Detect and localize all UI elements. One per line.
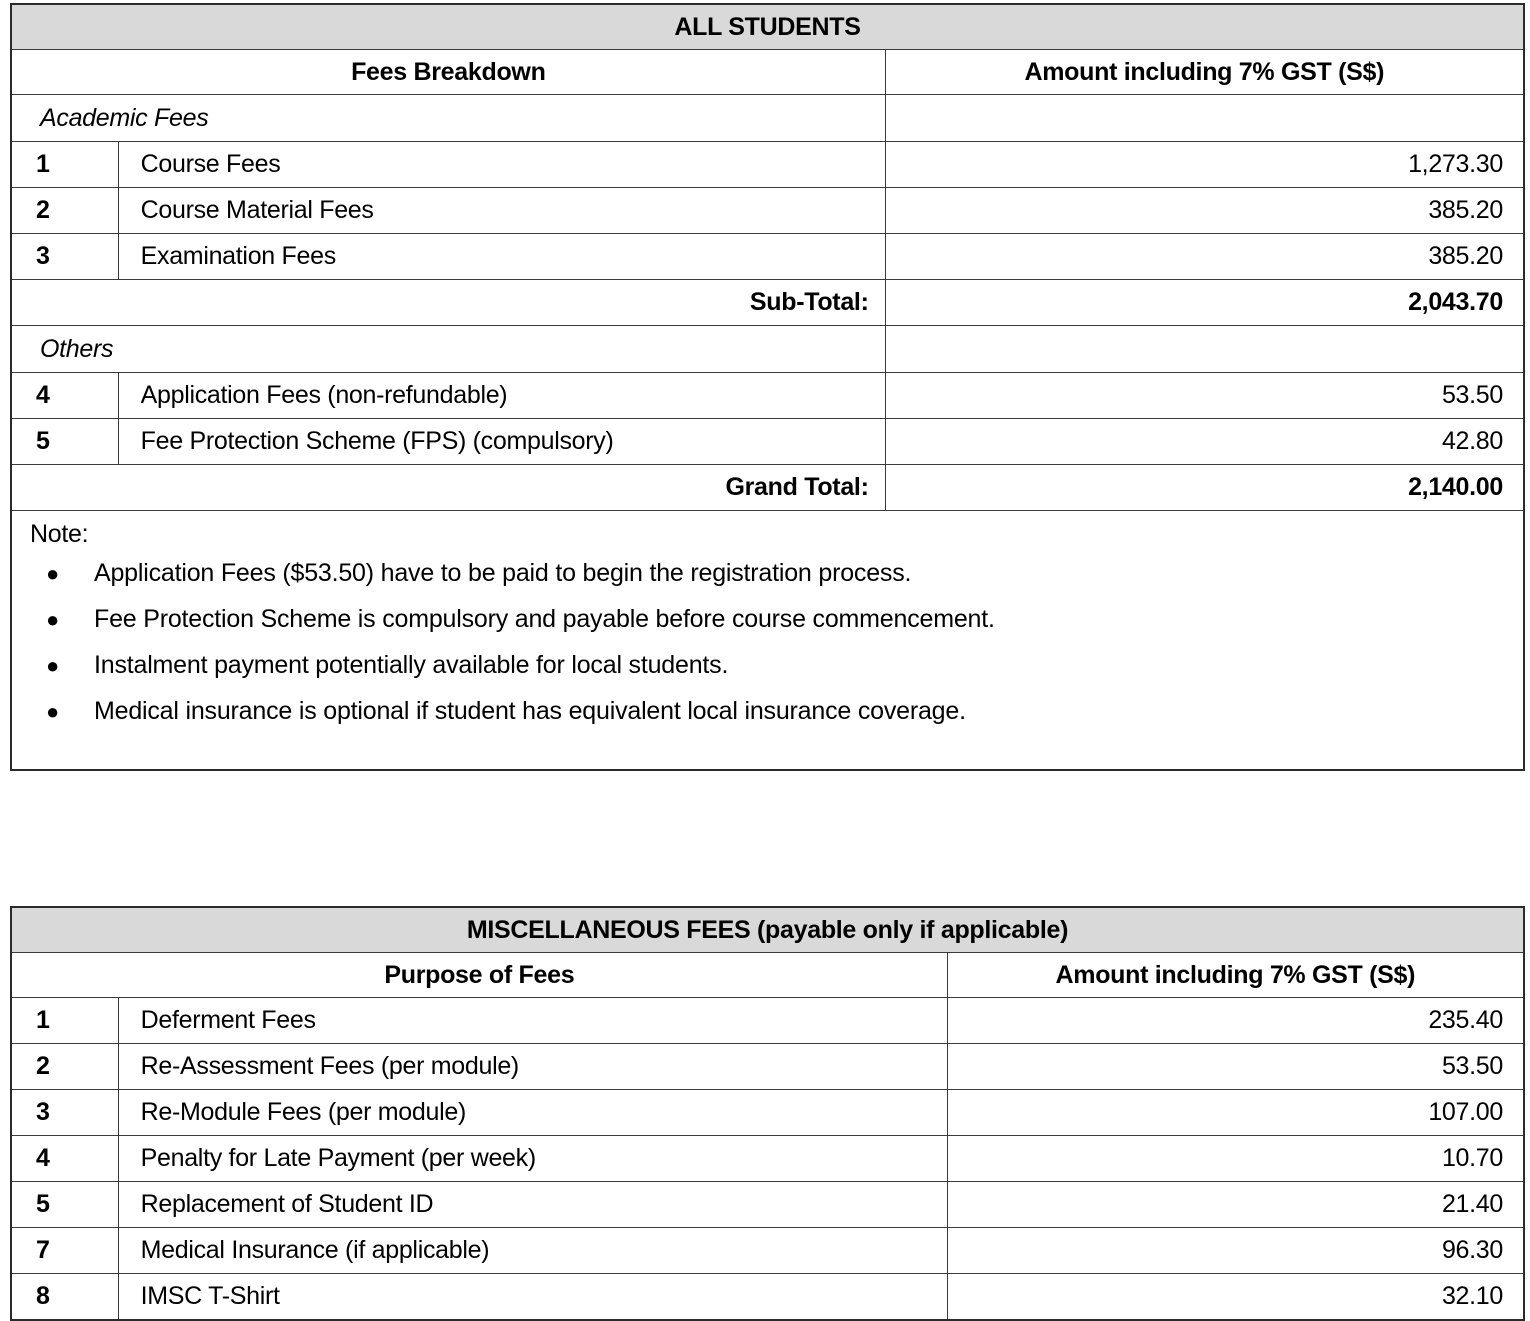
- row-number: 5: [11, 1182, 118, 1228]
- row-amount: 42.80: [885, 419, 1524, 465]
- grand-total-row: [11, 465, 1524, 511]
- row-amount: 21.40: [947, 1182, 1524, 1228]
- grand-total-amount: 2,140.00: [885, 465, 1524, 511]
- note-list-item: [12, 653, 1523, 678]
- table-row: [11, 1044, 1524, 1090]
- note-bullet-list: [12, 561, 1523, 724]
- row-amount: 385.20: [885, 234, 1524, 280]
- section-label-academic-fees: Academic Fees: [11, 95, 885, 142]
- empty-amount-cell: [885, 326, 1524, 373]
- row-amount: 96.30: [947, 1228, 1524, 1274]
- row-description: Penalty for Late Payment (per week): [118, 1136, 947, 1182]
- empty-amount-cell: [885, 95, 1524, 142]
- row-number: 7: [11, 1228, 118, 1274]
- row-number: 4: [11, 1136, 118, 1182]
- note-item-text: Fee Protection Scheme is compulsory and payable before course commencement.: [94, 605, 995, 634]
- all-students-banner-title: ALL STUDENTS: [11, 4, 1524, 50]
- row-description: Re-Assessment Fees (per module): [118, 1044, 947, 1090]
- row-description: Course Material Fees: [118, 188, 885, 234]
- row-amount: 385.20: [885, 188, 1524, 234]
- subtotal-label: Sub-Total:: [11, 280, 885, 326]
- table-row: [11, 188, 1524, 234]
- row-number: 3: [11, 1090, 118, 1136]
- row-number: 1: [11, 142, 118, 188]
- note-item-text: Application Fees ($53.50) have to be paid to begin the registration process.: [94, 559, 912, 588]
- section-header-others: [11, 326, 1524, 373]
- miscellaneous-fee-table: [10, 906, 1525, 1321]
- row-amount: 10.70: [947, 1136, 1524, 1182]
- column-header-amount: Amount including 7% GST (S$): [947, 953, 1524, 998]
- section-label-others: Others: [11, 326, 885, 373]
- table-row: [11, 419, 1524, 465]
- bullet-icon: ●: [46, 653, 60, 679]
- note-item-text: Medical insurance is optional if student has equivalent local insurance coverage.: [94, 697, 966, 726]
- row-amount: 32.10: [947, 1274, 1524, 1321]
- column-header-row: [11, 50, 1524, 95]
- note-list-item: [12, 607, 1523, 632]
- note-title: Note:: [30, 520, 89, 548]
- row-number: 1: [11, 998, 118, 1044]
- row-number: 2: [11, 188, 118, 234]
- row-number: 4: [11, 373, 118, 419]
- miscellaneous-banner-title: MISCELLANEOUS FEES (payable only if applicable): [11, 907, 1524, 953]
- row-description: Re-Module Fees (per module): [118, 1090, 947, 1136]
- subtotal-amount: 2,043.70: [885, 280, 1524, 326]
- row-amount: 53.50: [947, 1044, 1524, 1090]
- column-header-row: [11, 953, 1524, 998]
- table-row: [11, 142, 1524, 188]
- bullet-icon: ●: [46, 699, 60, 725]
- row-number: 8: [11, 1274, 118, 1321]
- row-description: Course Fees: [118, 142, 885, 188]
- row-description: Examination Fees: [118, 234, 885, 280]
- note-item-text: Instalment payment potentially available for local students.: [94, 651, 729, 680]
- table-banner-row: [11, 907, 1524, 953]
- row-amount: 1,273.30: [885, 142, 1524, 188]
- column-header-purpose-of-fees: Purpose of Fees: [11, 953, 947, 998]
- subtotal-row: [11, 280, 1524, 326]
- table-row: [11, 1228, 1524, 1274]
- table-row: [11, 373, 1524, 419]
- row-number: 5: [11, 419, 118, 465]
- row-description: Medical Insurance (if applicable): [118, 1228, 947, 1274]
- row-number: 2: [11, 1044, 118, 1090]
- bullet-icon: ●: [46, 607, 60, 633]
- all-students-fee-table: [10, 3, 1525, 771]
- grand-total-label: Grand Total:: [11, 465, 885, 511]
- note-block: [11, 511, 1524, 771]
- row-amount: 107.00: [947, 1090, 1524, 1136]
- section-header-academic: [11, 95, 1524, 142]
- column-header-fees-breakdown: Fees Breakdown: [11, 50, 885, 95]
- table-row: [11, 998, 1524, 1044]
- note-row: [11, 511, 1524, 771]
- table-banner-row: [11, 4, 1524, 50]
- row-description: Replacement of Student ID: [118, 1182, 947, 1228]
- row-amount: 53.50: [885, 373, 1524, 419]
- row-number: 3: [11, 234, 118, 280]
- row-description: IMSC T-Shirt: [118, 1274, 947, 1321]
- row-description: Fee Protection Scheme (FPS) (compulsory): [118, 419, 885, 465]
- row-description: Application Fees (non-refundable): [118, 373, 885, 419]
- table-row: [11, 1136, 1524, 1182]
- note-list-item: [12, 699, 1523, 724]
- column-header-amount: Amount including 7% GST (S$): [885, 50, 1524, 95]
- table-row: [11, 1274, 1524, 1321]
- table-row: [11, 1090, 1524, 1136]
- bullet-icon: ●: [46, 561, 60, 587]
- table-row: [11, 234, 1524, 280]
- row-description: Deferment Fees: [118, 998, 947, 1044]
- note-list-item: [12, 561, 1523, 586]
- row-amount: 235.40: [947, 998, 1524, 1044]
- table-row: [11, 1182, 1524, 1228]
